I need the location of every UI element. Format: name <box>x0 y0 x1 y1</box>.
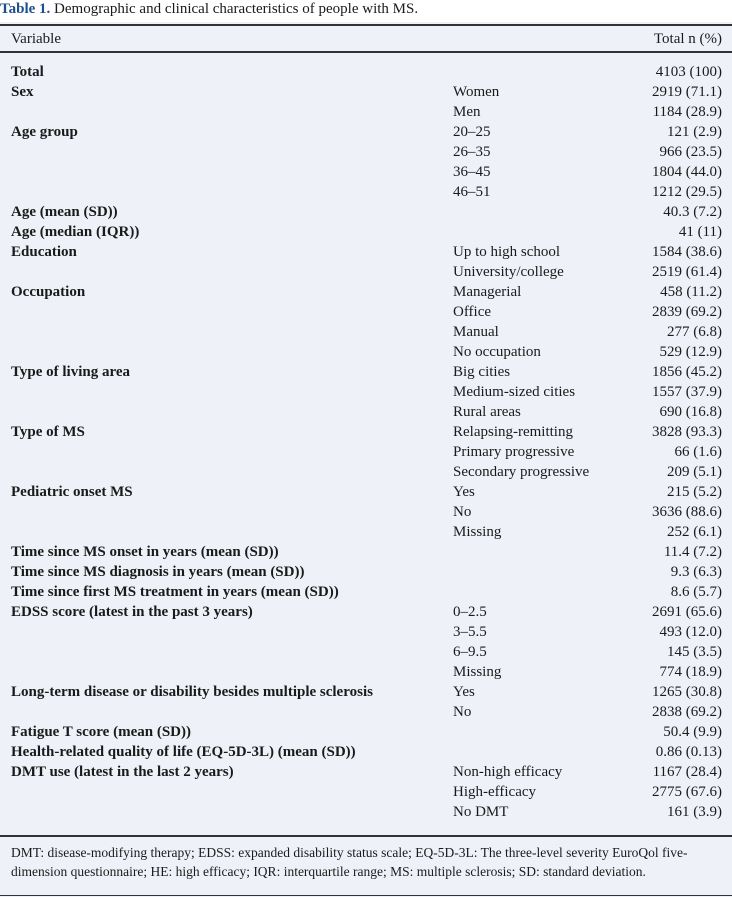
cell-category: No <box>453 704 472 720</box>
table-row <box>0 542 732 562</box>
cell-total: 252 (6.1) <box>667 524 722 540</box>
cell-total: 458 (11.2) <box>660 284 722 300</box>
cell-category: No DMT <box>453 804 509 820</box>
cell-category: Yes <box>453 484 475 500</box>
table-row <box>0 102 732 122</box>
cell-total: 9.3 (6.3) <box>670 564 722 580</box>
table-row <box>0 762 732 782</box>
table-row <box>0 422 732 442</box>
cell-variable: EDSS score (latest in the past 3 years) <box>11 604 253 620</box>
table-body <box>0 62 732 822</box>
cell-category: No occupation <box>453 344 541 360</box>
cell-total: 0.86 (0.13) <box>655 744 722 760</box>
cell-total: 11.4 (7.2) <box>663 544 722 560</box>
cell-category: Non-high efficacy <box>453 764 563 780</box>
table-row <box>0 82 732 102</box>
cell-total: 1584 (38.6) <box>652 244 722 260</box>
table-row <box>0 462 732 482</box>
cell-category: 26–35 <box>453 144 491 160</box>
cell-variable: Sex <box>11 84 34 100</box>
table-label: Table 1. <box>0 1 51 17</box>
cell-variable: Age (median (IQR)) <box>11 224 140 240</box>
table-row <box>0 182 732 202</box>
table-row <box>0 222 732 242</box>
cell-variable: Type of living area <box>11 364 131 380</box>
table-row <box>0 202 732 222</box>
table-row <box>0 382 732 402</box>
table-row <box>0 562 732 582</box>
cell-total: 2919 (71.1) <box>652 84 722 100</box>
cell-category: 0–2.5 <box>453 604 487 620</box>
table-row <box>0 642 732 662</box>
cell-total: 215 (5.2) <box>667 484 722 500</box>
cell-variable: Long-term disease or disability besides multiple sclerosis <box>11 684 373 700</box>
table-row <box>0 702 732 722</box>
table-row <box>0 742 732 762</box>
cell-total: 1557 (37.9) <box>652 384 722 400</box>
cell-variable: Total <box>11 64 44 80</box>
table-row <box>0 622 732 642</box>
table-row <box>0 602 732 622</box>
table-row <box>0 802 732 822</box>
cell-category: Big cities <box>453 364 511 380</box>
cell-total: 209 (5.1) <box>667 464 722 480</box>
table-caption <box>0 0 418 22</box>
cell-total: 8.6 (5.7) <box>670 584 722 600</box>
table-row <box>0 62 732 82</box>
cell-variable: Age (mean (SD)) <box>11 204 118 220</box>
table-divider <box>0 835 732 837</box>
cell-total: 2691 (65.6) <box>652 604 722 620</box>
cell-category: Up to high school <box>453 244 561 260</box>
cell-total: 529 (12.9) <box>659 344 722 360</box>
table-row <box>0 662 732 682</box>
cell-total: 50.4 (9.9) <box>663 724 722 740</box>
cell-variable: Age group <box>11 124 78 140</box>
table-row <box>0 582 732 602</box>
cell-total: 145 (3.5) <box>667 644 722 660</box>
table-row <box>0 302 732 322</box>
cell-variable: Time since MS onset in years (mean (SD)) <box>11 544 279 560</box>
cell-total: 66 (1.6) <box>674 444 722 460</box>
cell-category: No <box>453 504 472 520</box>
cell-category: Missing <box>453 664 502 680</box>
cell-category: Manual <box>453 324 499 340</box>
cell-total: 121 (2.9) <box>667 124 722 140</box>
cell-total: 41 (11) <box>678 224 722 240</box>
header-total: Total n (%) <box>653 31 722 47</box>
table-row <box>0 722 732 742</box>
cell-total: 1265 (30.8) <box>652 684 722 700</box>
table-row <box>0 522 732 542</box>
table-bottom-rule <box>0 895 732 896</box>
header-variable: Variable <box>11 31 61 47</box>
cell-total: 3828 (93.3) <box>652 424 722 440</box>
cell-total: 40.3 (7.2) <box>663 204 722 220</box>
cell-category: Secondary progressive <box>453 464 590 480</box>
cell-total: 966 (23.5) <box>659 144 722 160</box>
cell-category: High-efficacy <box>453 784 537 800</box>
table-row <box>0 322 732 342</box>
cell-category: Missing <box>453 524 502 540</box>
table-row <box>0 122 732 142</box>
cell-category: Men <box>453 104 481 120</box>
cell-total: 1167 (28.4) <box>652 764 722 780</box>
cell-category: Primary progressive <box>453 444 575 460</box>
cell-variable: DMT use (latest in the last 2 years) <box>11 764 234 780</box>
cell-total: 493 (12.0) <box>659 624 722 640</box>
table-row <box>0 142 732 162</box>
table-row <box>0 162 732 182</box>
cell-total: 1804 (44.0) <box>652 164 722 180</box>
cell-category: Managerial <box>453 284 522 300</box>
table-row <box>0 502 732 522</box>
cell-total: 3636 (88.6) <box>652 504 722 520</box>
cell-total: 774 (18.9) <box>659 664 722 680</box>
cell-category: 20–25 <box>453 124 491 140</box>
cell-total: 4103 (100) <box>655 64 722 80</box>
cell-total: 2839 (69.2) <box>652 304 722 320</box>
table-row <box>0 362 732 382</box>
table-header <box>0 24 732 53</box>
cell-category: University/college <box>453 264 564 280</box>
cell-total: 2838 (69.2) <box>652 704 722 720</box>
cell-category: 36–45 <box>453 164 491 180</box>
cell-category: 6–9.5 <box>453 644 487 660</box>
cell-variable: Health-related quality of life (EQ-5D-3L) (mean (SD)) <box>11 744 356 760</box>
cell-variable: Pediatric onset MS <box>11 484 133 500</box>
cell-category: Medium-sized cities <box>453 384 576 400</box>
table-row <box>0 682 732 702</box>
table-row <box>0 442 732 462</box>
cell-total: 1184 (28.9) <box>652 104 722 120</box>
cell-variable: Occupation <box>11 284 86 300</box>
cell-total: 2775 (67.6) <box>652 784 722 800</box>
table-row <box>0 342 732 362</box>
cell-total: 690 (16.8) <box>659 404 722 420</box>
cell-category: 3–5.5 <box>453 624 487 640</box>
cell-total: 277 (6.8) <box>667 324 722 340</box>
table-row <box>0 402 732 422</box>
table-row <box>0 242 732 262</box>
cell-category: Relapsing-remitting <box>453 424 573 440</box>
cell-total: 1212 (29.5) <box>652 184 722 200</box>
cell-variable: Fatigue T score (mean (SD)) <box>11 724 191 740</box>
table-footnote: DMT: disease-modifying therapy; EDSS: expanded disability status scale; EQ-5D-3L: The three-level severity EuroQol five-dimension questionnaire; HE: high efficacy; IQR: interquartile range; MS: multiple sclerosis; SD: standard deviation. <box>11 845 688 879</box>
cell-variable: Type of MS <box>11 424 85 440</box>
cell-category: Women <box>453 84 500 100</box>
table-row <box>0 262 732 282</box>
cell-total: 161 (3.9) <box>667 804 722 820</box>
table-row <box>0 282 732 302</box>
cell-variable: Time since first MS treatment in years (mean (SD)) <box>11 584 339 600</box>
cell-category: Rural areas <box>453 404 521 420</box>
cell-category: Yes <box>453 684 475 700</box>
cell-variable: Education <box>11 244 77 260</box>
cell-total: 1856 (45.2) <box>652 364 722 380</box>
cell-variable: Time since MS diagnosis in years (mean (SD)) <box>11 564 305 580</box>
cell-category: Office <box>453 304 492 320</box>
table-row <box>0 782 732 802</box>
table-title: Demographic and clinical characteristics of people with MS. <box>54 1 419 17</box>
cell-category: 46–51 <box>453 184 491 200</box>
table-panel <box>0 22 732 897</box>
cell-total: 2519 (61.4) <box>652 264 722 280</box>
table-row <box>0 482 732 502</box>
